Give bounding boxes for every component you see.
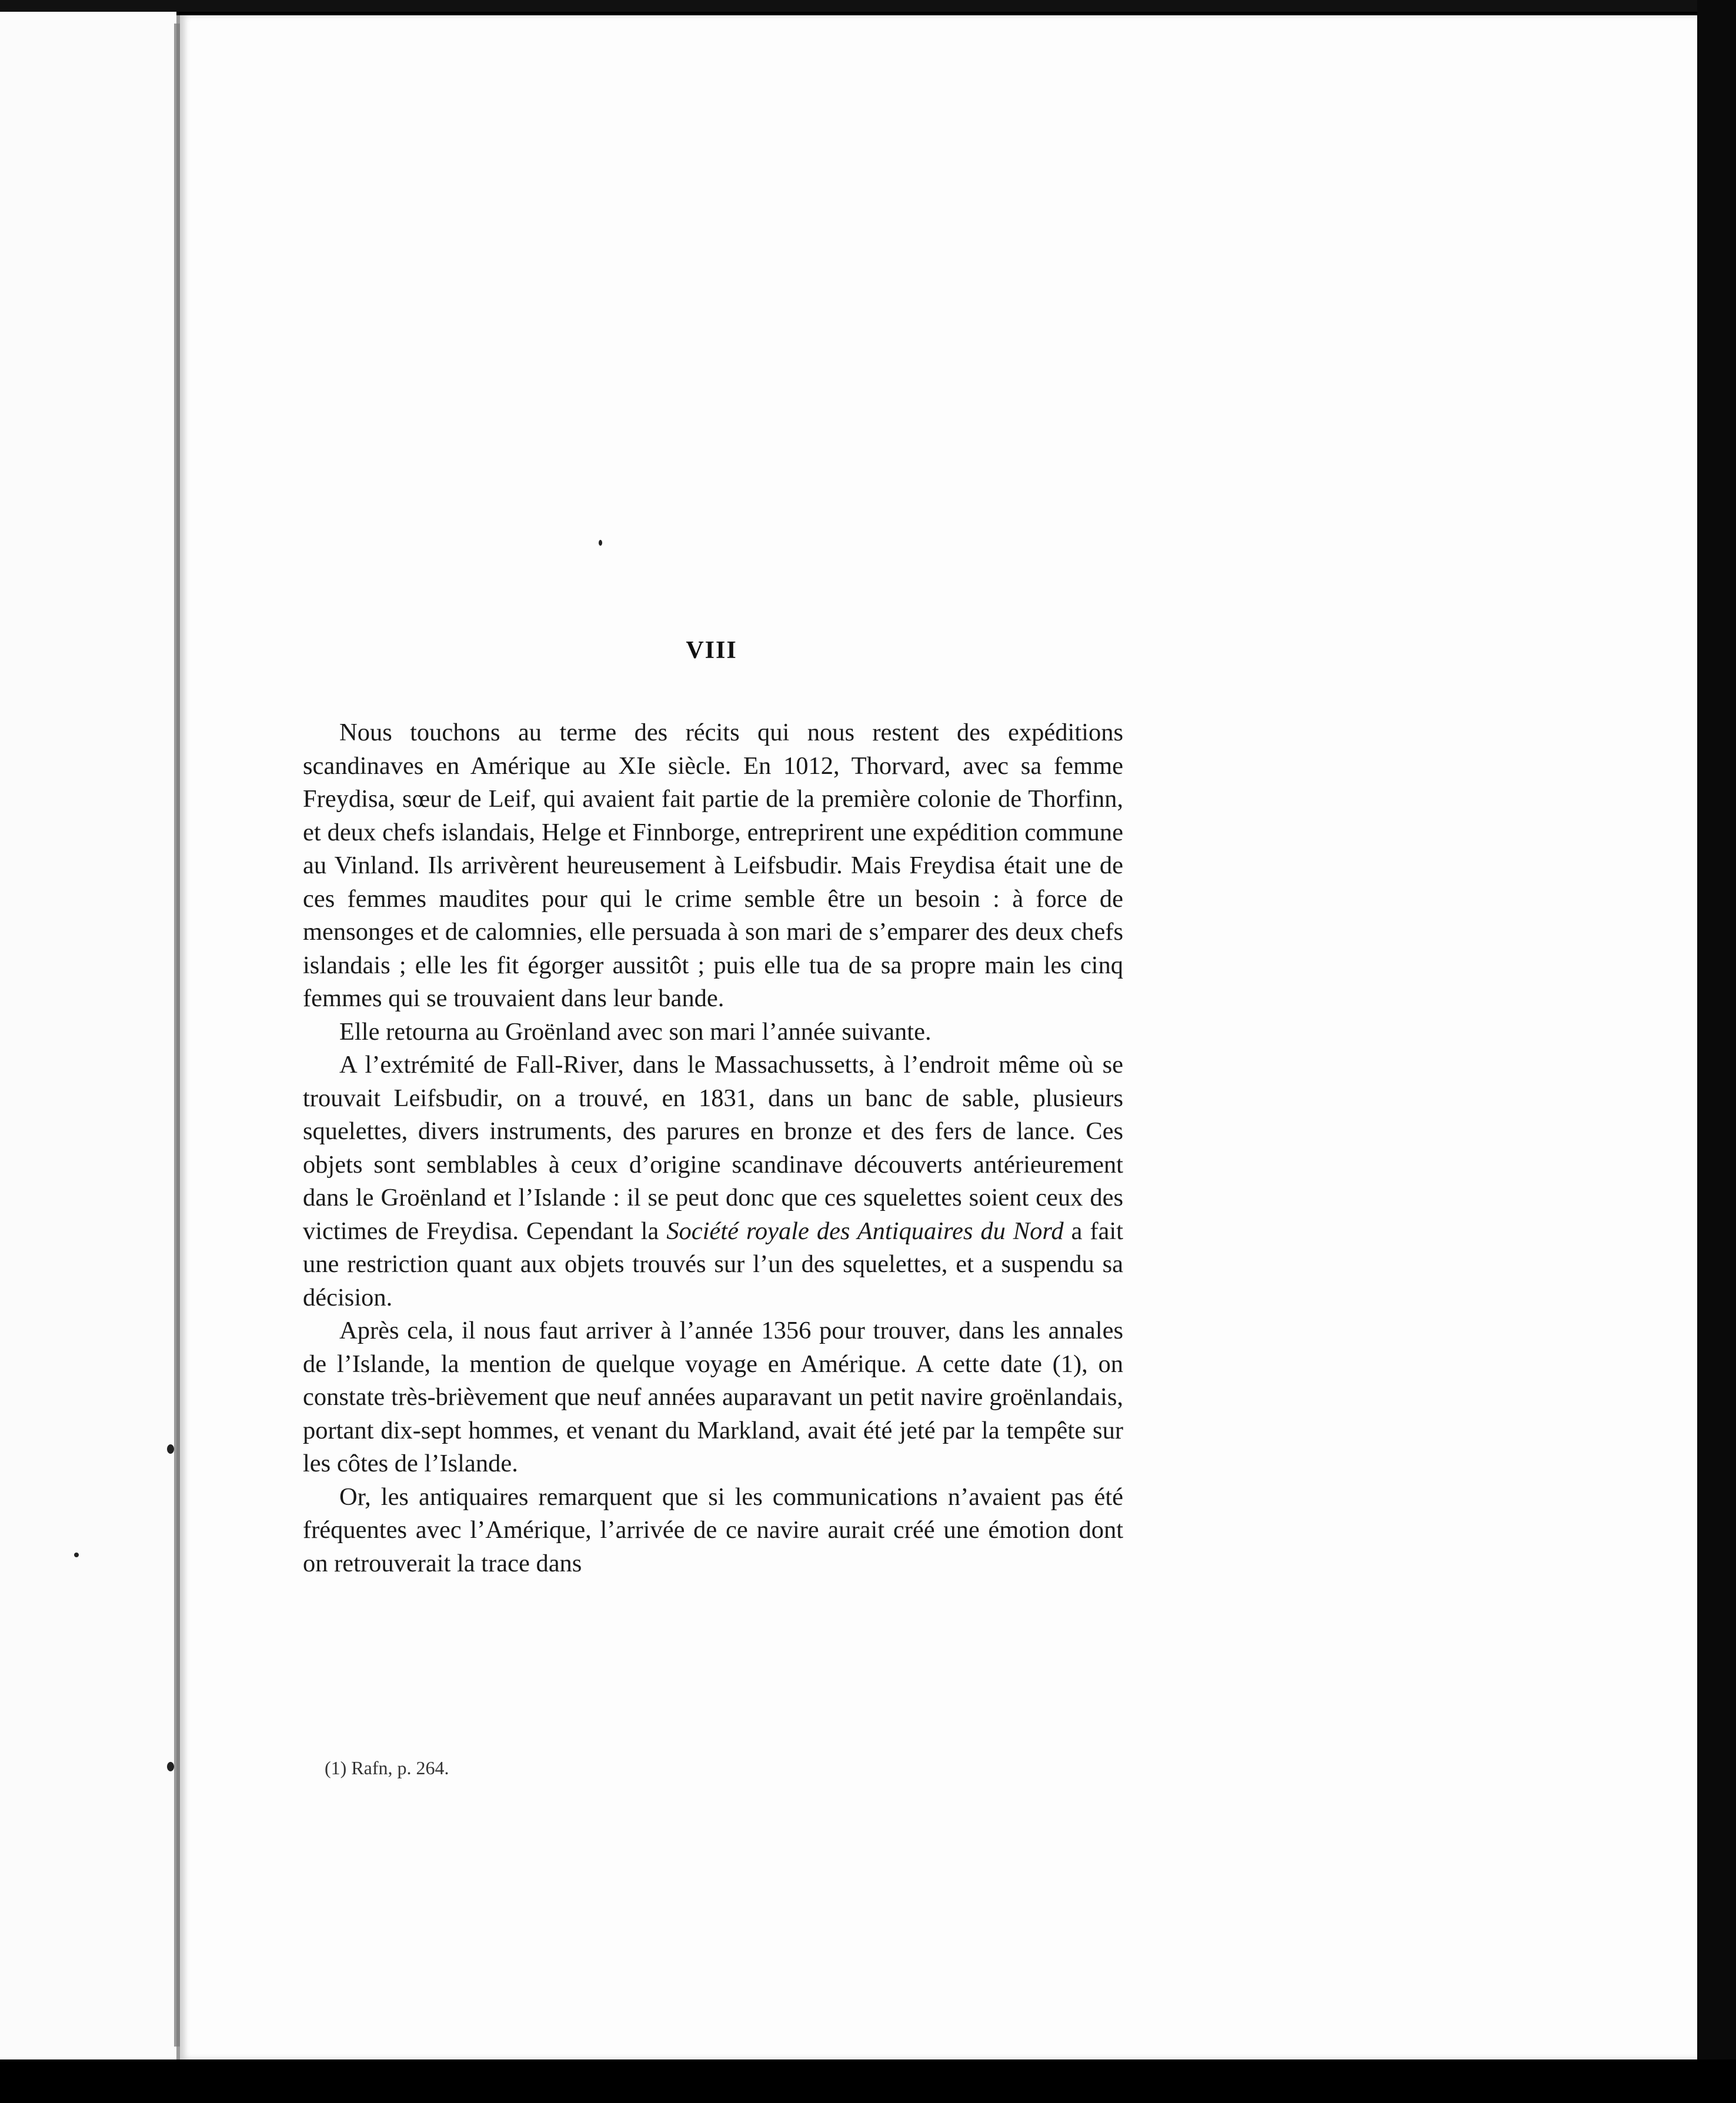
scan-top-border <box>0 0 1736 12</box>
paragraph-text: A l’extrémité de Fall-River, dans le Massachussetts, à l’endroit même où se trouvait Leifsbudir, on a trouvé, en 1831, dans un banc de sable, plusieurs squelettes, divers instruments, des parures en bronze et des fers de lance. Ces objets sont semblables à ceux d’origine scandinave découverts antérieurement dans le Groënland et l’Islande : il se peut donc que ces squelettes soient ceux des victimes de Freydisa. Cependant la <box>303 1051 1123 1245</box>
ink-speck <box>599 540 602 546</box>
footnote: (1) Rafn, p. 264. <box>325 1757 449 1778</box>
paragraph: Après cela, il nous faut arriver à l’année 1356 pour trouver, dans les annales de l’Islande, la mention de quelque voyage en Amérique. A cette date (1), on constate très-brièvement que neuf années auparavant un petit navire groënlandais, portant dix-sept hommes, et venant du Markland, avait été jeté par la tempête sur les côtes de l’Islande. <box>303 1317 1123 1477</box>
body-text <box>303 716 1123 1580</box>
ink-speck <box>167 1762 174 1771</box>
scan-right-border <box>1697 0 1736 2103</box>
ink-speck <box>74 1553 79 1557</box>
page-gutter <box>174 24 180 2047</box>
paragraph <box>303 1049 1123 1314</box>
society-name-italic: Société royale des Antiquaires du Nord <box>666 1217 1064 1245</box>
scan-bottom-border <box>0 2059 1736 2103</box>
chapter-heading: VIII <box>686 637 737 664</box>
paragraph: Or, les antiquaires remarquent que si les communications n’avaient pas été fréquentes avec l’Amérique, l’arrivée de ce navire aurait créé une émotion dont on retrouverait la trace dans <box>303 1483 1123 1577</box>
ink-speck <box>167 1444 174 1454</box>
paragraph: Elle retourna au Groënland avec son mari l’année suivante. <box>339 1017 932 1046</box>
paragraph: Nous touchons au terme des récits qui nous restent des expéditions scandinaves en Amérique au XIe siècle. En 1012, Thorvard, avec sa femme Freydisa, sœur de Leif, qui avaient fait partie de la première colonie de Thorfinn, et deux chefs islandais, Helge et Finnborge, entreprirent une expédition commune au Vinland. Ils arrivèrent heureusement à Leifsbudir. Mais Freydisa était une de ces femmes maudites pour qui le crime semble être un besoin : à force de mensonges et de calomnies, elle persuada à son mari de s’emparer des deux chefs islandais ; elle les fit égorger aussitôt ; puis elle tua de sa propre main les cinq femmes qui se trouvaient dans leur bande. <box>303 719 1123 1012</box>
left-page-edge <box>0 12 176 2070</box>
paragraph-text: a fait une restriction quant aux objets trouvés sur l’un des squelettes, et a suspendu sa décision. <box>303 1217 1123 1311</box>
